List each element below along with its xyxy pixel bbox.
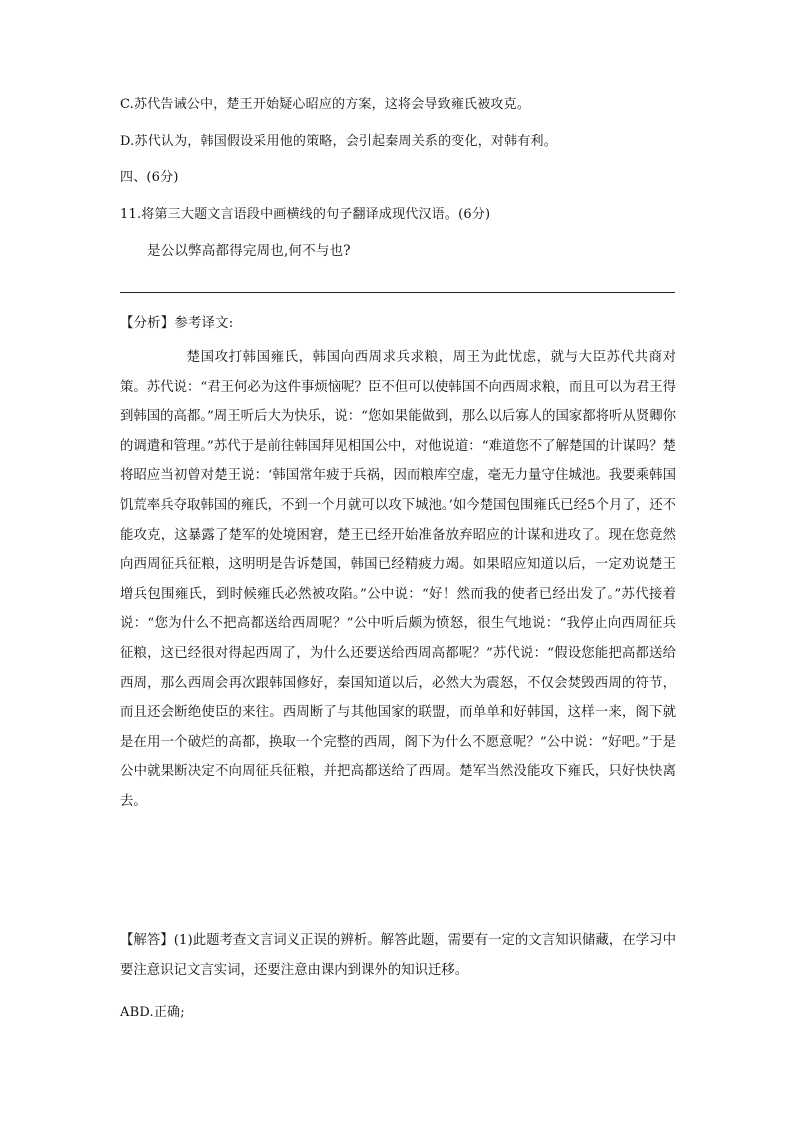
question-11: 11.将第三大题文言语段中画横线的句子翻译成现代汉语。(6分) bbox=[120, 207, 491, 222]
translation-text: 楚国攻打韩国雍氏，韩国向西周求兵求粮，周王为此忧虑，就与大臣苏代共商对策。苏代说：“君王何必为这件事烦恼呢？臣不但可以使韩国不向西周求粮，而且可以为君王得到韩国的高都。”周王听后大为快乐，说：“您如果能做到，那么以后寡人的国家都将听从贤卿你的调遣和管理。”苏代于是前往韩国拜见相国公中，对他说道：“难道您不了解楚国的计谋吗？楚将昭应当初曾对楚王说：‘韩国常年疲于兵祸，因而粮库空虚，毫无力量守住城池。我要乘韩国饥荒率兵夺取韩国的雍氏，不到一个月就可以攻下城池。’如今楚国包围雍氏已经5个月了，还不能攻克，这暴露了楚军的处境困窘，楚王已经开始准备放弃昭应的计谋和进攻了。现在您竟然向西周征兵征粮，这明明是告诉楚国，韩国已经精疲力竭。如果昭应知道以后，一定劝说楚王增兵包围雍氏，到时候雍氏必然被攻陷。”公中说：“好！然而我的使者已经出发了。”苏代接着说：“您为什么不把高都送给西周呢？”公中听后颇为愤怒，很生气地说：“我停止向西周征兵征粮，这已经很对得起西周了，为什么还要送给西周高都呢？”苏代说：“假设您能把高都送给西周，那么西周会再次跟韩国修好，秦国知道以后，必然大为震怒，不仅会焚毁西周的符节，而且还会断绝使臣的来往。西周断了与其他国家的联盟，而单单和好韩国，这样一来，阁下就是在用一个破烂的高都，换取一个完整的西周，阁下为什么不愿意呢？”公中说：“好吧。”于是公中就果断决定不向周征兵征粮，并把高都送给了西周。楚军当然没能攻下雍氏，只好快快离去。 bbox=[120, 350, 677, 809]
option-c: C.苏代告诫公中，楚王开始疑心昭应的方案，这将会导致雍氏被攻克。 bbox=[120, 97, 531, 112]
option-d: D.苏代认为，韩国假设采用他的策略，会引起秦周关系的变化，对韩有利。 bbox=[120, 134, 557, 149]
answer-divider bbox=[120, 292, 675, 293]
quoted-sentence: 是公以弊高都得完周也,何不与也? bbox=[147, 243, 351, 259]
translation-paragraph bbox=[120, 343, 676, 817]
answer-paragraph: 【解答】(1)此题考查文言词义正误的辨析。解答此题，需要有一定的文言知识储藏，在学习中要注意识记文言实词，还要注意由课内到课外的知识迁移。 bbox=[120, 933, 676, 978]
answer-abd: ABD.正确; bbox=[120, 1005, 185, 1020]
analysis-heading: 【分析】参考译文: bbox=[120, 316, 234, 331]
section-heading: 四、(6分) bbox=[120, 170, 179, 185]
